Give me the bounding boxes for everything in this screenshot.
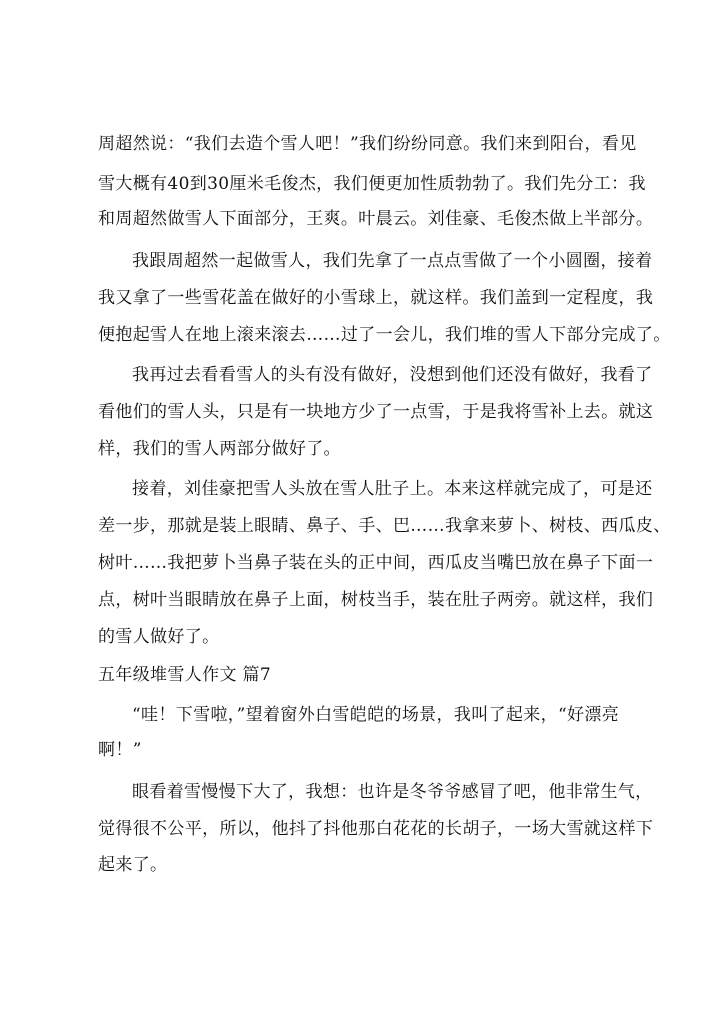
text-line: 觉得很不公平，所以，他抖了抖他那白花花的长胡子，一场大雪就这样下: [98, 819, 654, 839]
paragraph-first-line: 我跟周超然一起做雪人，我们先拿了一点点雪做了一个小圆圈，接着: [132, 251, 653, 271]
text-line: 的雪人做好了。: [98, 627, 220, 647]
text-line: 差一步，那就是装上眼睛、鼻子、手、巴……我拿来萝卜、树枝、西瓜皮、: [98, 516, 671, 536]
paragraph-first-line: 我再过去看看雪人的头有没有做好，没想到他们还没有做好，我看了: [132, 365, 653, 385]
text-line: 样，我们的雪人两部分做好了。: [98, 439, 341, 459]
paragraph-first-line: 眼看着雪慢慢下大了，我想：也许是冬爷爷感冒了吧，他非常生气，: [132, 782, 653, 802]
text-line: 看他们的雪人头，只是有一块地方少了一点雪，于是我将雪补上去。就这: [98, 402, 654, 422]
text-line: 我又拿了一些雪花盖在做好的小雪球上，就这样。我们盖到一定程度，我: [98, 288, 654, 308]
paragraph-first-line: “哇！下雪啦，”望着窗外白雪皑皑的场景，我叫了起来，“好漂亮: [132, 705, 620, 725]
section-heading: 五年级堆雪人作文 篇7: [98, 665, 272, 685]
text-line: 点，树叶当眼睛放在鼻子上面，树枝当手，装在肚子两旁。就这样，我们: [98, 590, 654, 610]
text-line: 雪大概有40到30厘米毛俊杰，我们便更加性质勃勃了。我们先分工：我: [98, 174, 646, 194]
text-line: 周超然说：“我们去造个雪人吧！”我们纷纷同意。我们来到阳台，看见: [98, 134, 637, 154]
text-line: 和周超然做雪人下面部分，王爽。叶晨云。刘佳豪、毛俊杰做上半部分。: [98, 209, 654, 229]
paragraph-first-line: 接着，刘佳豪把雪人头放在雪人肚子上。本来这样就完成了，可是还: [132, 479, 653, 499]
text-line: 便抱起雪人在地上滚来滚去……过了一会儿，我们堆的雪人下部分完成了。: [98, 325, 671, 345]
text-line: 啊！”: [98, 740, 142, 760]
text-line: 树叶……我把萝卜当鼻子装在头的正中间，西瓜皮当嘴巴放在鼻子下面一: [98, 553, 654, 573]
text-line: 起来了。: [98, 855, 168, 875]
